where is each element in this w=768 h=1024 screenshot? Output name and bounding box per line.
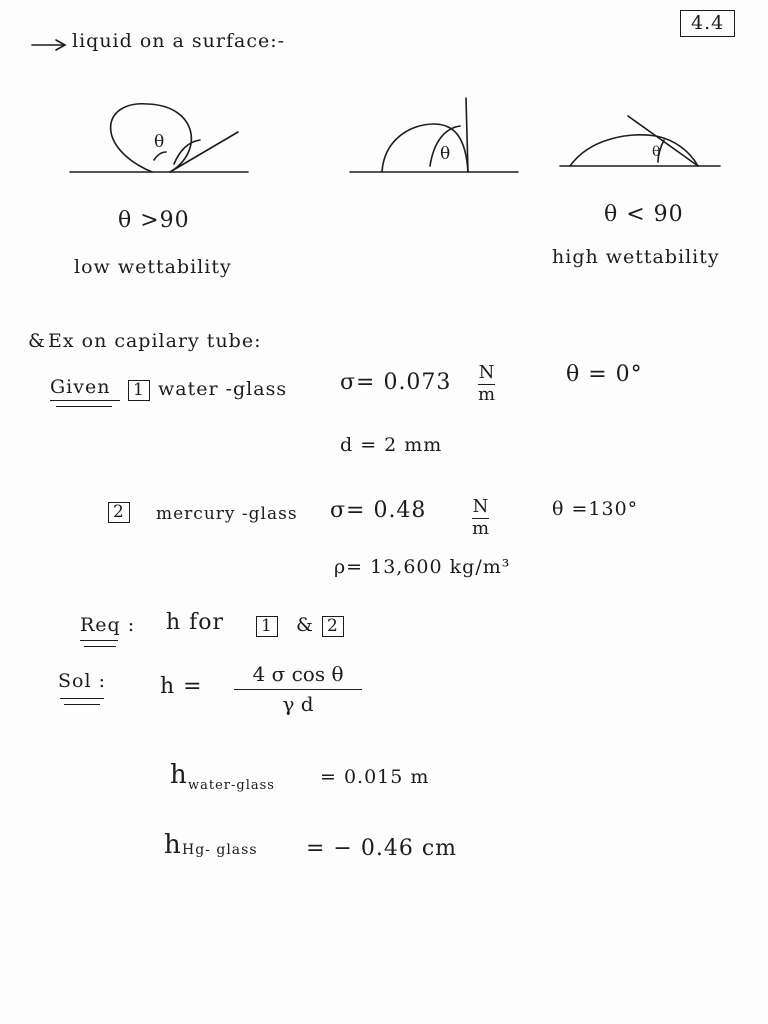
right-condition: θ < 90 [604, 202, 684, 227]
case1-number: 1 [128, 380, 150, 401]
given-underline-2 [56, 406, 112, 407]
heading: liquid on a surface:- [72, 30, 286, 52]
case2-theta: θ =130° [552, 498, 639, 520]
case1-sigma: σ= 0.073 [340, 370, 452, 395]
case2-unit [472, 498, 489, 539]
case2-density: ρ= 13,600 kg/m³ [334, 556, 511, 578]
result2-sub: Hg- glass [182, 842, 258, 858]
example-title: Ex on capilary tube: [48, 330, 262, 352]
formula-numerator: 4 σ cos θ [252, 662, 344, 686]
required-label: Req : [80, 614, 136, 636]
required-underline [80, 640, 118, 641]
right-arrow-icon [30, 38, 70, 52]
case2-unit-den: m [472, 517, 490, 539]
right-caption: high wettability [552, 246, 720, 268]
solution-label: Sol : [58, 670, 106, 692]
bullet-marker: & [28, 330, 46, 352]
case1-unit [478, 364, 495, 405]
required-and: & [296, 614, 314, 636]
result1-value: = 0.015 m [320, 766, 430, 788]
theta-label-3: θ [652, 144, 662, 160]
left-caption: low wettability [74, 256, 232, 278]
formula-fraction [234, 664, 362, 715]
case1-theta: θ = 0° [566, 362, 643, 387]
theta-label-2: θ [440, 144, 452, 164]
case1-unit-num: N [478, 362, 495, 383]
result1-h: h [170, 760, 188, 790]
case2-unit-num: N [472, 496, 489, 517]
solution-underline-2 [64, 704, 100, 705]
result2-value: = − 0.46 cm [306, 836, 458, 861]
case1-diameter: d = 2 mm [340, 434, 443, 456]
required-text: h for [166, 610, 225, 635]
required-underline-2 [84, 646, 116, 647]
given-label: Given [50, 376, 111, 398]
result1-sub: water-glass [188, 778, 275, 793]
formula-lhs: h = [160, 674, 203, 699]
case2-number: 2 [108, 502, 130, 523]
solution-underline [60, 698, 104, 699]
given-underline [50, 400, 120, 401]
contact-angle-figure-ninety [350, 96, 520, 176]
contact-angle-figure-wetting [560, 110, 730, 170]
case1-system: water -glass [158, 378, 288, 400]
theta-label-1: θ [154, 132, 166, 152]
required-box2: 2 [322, 616, 344, 637]
formula-denominator: γ d [282, 692, 314, 716]
result2-h: h [164, 830, 182, 860]
left-condition: θ >90 [118, 208, 190, 233]
required-box1: 1 [256, 616, 278, 637]
case2-sigma: σ= 0.48 [330, 498, 427, 523]
case2-system: mercury -glass [156, 504, 298, 524]
case1-unit-den: m [478, 383, 496, 405]
page-number: 4.4 [680, 10, 735, 37]
